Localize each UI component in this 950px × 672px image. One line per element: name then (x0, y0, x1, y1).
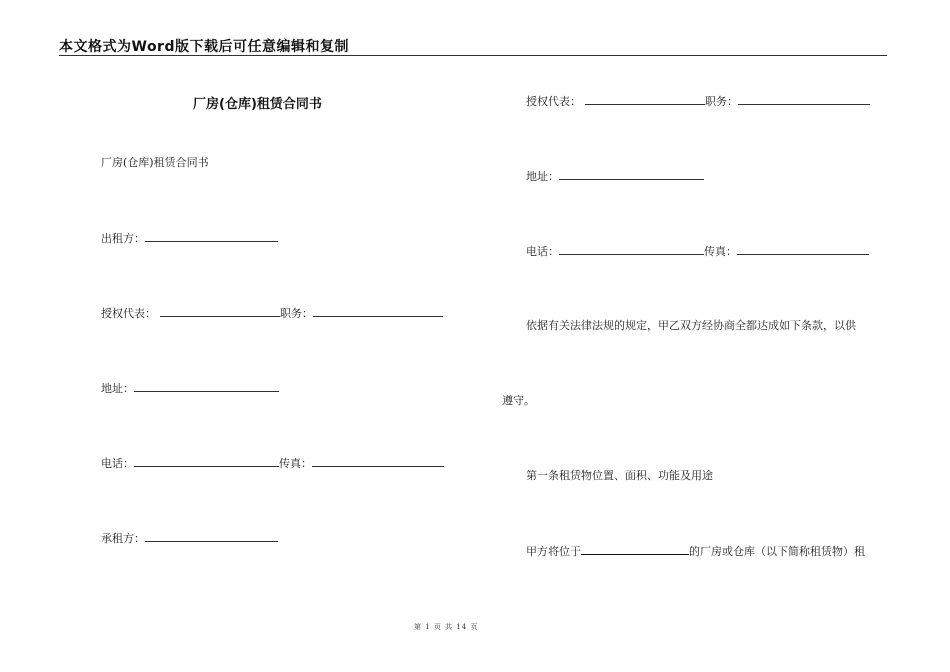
phone-blank (134, 456, 279, 467)
authorized-rep-blank (160, 306, 280, 317)
lessee-blank (145, 531, 278, 542)
location-blank (581, 544, 689, 555)
right-phone-blank (559, 244, 704, 255)
right-authorized-rep-label: 授权代表： (526, 95, 581, 108)
right-authorized-rep-line (526, 94, 870, 109)
right-phone-line (526, 244, 869, 259)
intro-paragraph-line-2: 遵守。 (502, 394, 535, 407)
lessee-line (101, 531, 278, 546)
article1-text-line (526, 544, 865, 559)
right-address-line (526, 169, 704, 184)
right-phone-label: 电话： (526, 245, 559, 258)
right-address-blank (559, 169, 704, 180)
address-line (101, 381, 279, 396)
right-position-blank (738, 94, 870, 105)
article1-text-end: 的厂房或仓库（以下简称租赁物）租 (689, 545, 865, 558)
page-banner: 本文格式为Word版下载后可任意编辑和复制 (59, 39, 349, 55)
article1-heading: 第一条租赁物位置、面积、功能及用途 (526, 469, 713, 482)
right-fax-blank (737, 244, 869, 255)
intro-paragraph-line-1: 依据有关法律法规的规定，甲乙双方经协商全都达成如下条款，以供 (526, 319, 856, 332)
address-label: 地址： (101, 382, 134, 395)
phone-line (101, 456, 444, 471)
position-blank (313, 306, 443, 317)
lessor-blank (145, 231, 278, 242)
authorized-rep-label: 授权代表： (101, 307, 156, 320)
lessor-line (101, 231, 278, 246)
banner-divider (59, 55, 887, 56)
contract-subtitle: 厂房(仓库)租赁合同书 (101, 156, 209, 169)
right-position-label: 职务： (705, 95, 738, 108)
lessee-label: 承租方： (101, 532, 145, 545)
fax-blank (312, 456, 444, 467)
document-title: 厂房(仓库)租赁合同书 (193, 97, 322, 112)
article1-text-start: 甲方将位于 (526, 545, 581, 558)
address-blank (134, 381, 279, 392)
lessor-label: 出租方： (101, 232, 145, 245)
right-authorized-rep-blank (585, 94, 705, 105)
position-label: 职务： (280, 307, 313, 320)
authorized-rep-line (101, 306, 443, 321)
page-footer: 第 1 页 共 14 页 (414, 623, 479, 631)
right-fax-label: 传真： (704, 245, 737, 258)
right-address-label: 地址： (526, 170, 559, 183)
phone-label: 电话： (101, 457, 134, 470)
fax-label: 传真： (279, 457, 312, 470)
